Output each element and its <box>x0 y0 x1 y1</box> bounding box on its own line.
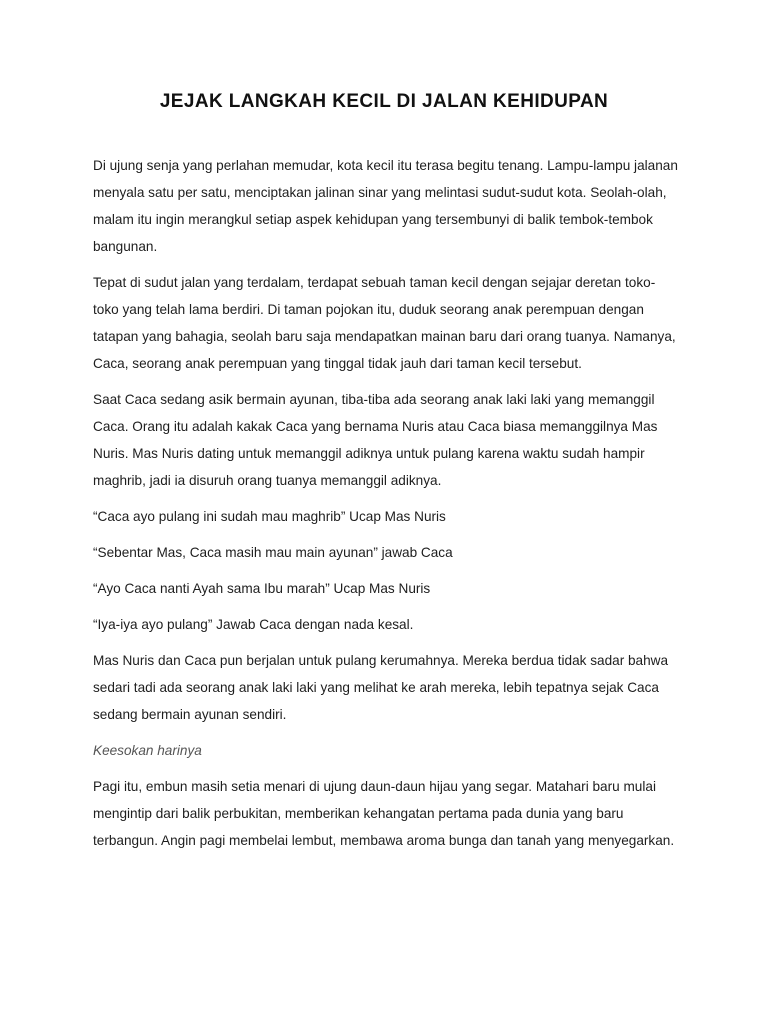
paragraph-park: Tepat di sudut jalan yang terdalam, terdapat sebuah taman kecil dengan sejajar deretan toko-toko yang telah lama berdiri. Di taman pojokan itu, duduk seorang anak perempuan dengan tatapan yang bahagia, seolah baru saja mendapatkan mainan baru dari orang tuanya. Namanya, Caca, seorang anak perempuan yang tinggal tidak jauh dari taman kecil tersebut. <box>93 275 676 371</box>
paragraph-walk-home: Mas Nuris dan Caca pun berjalan untuk pulang kerumahnya. Mereka berdua tidak sadar bahwa sedari tadi ada seorang anak laki laki yang melihat ke arah mereka, lebih tepatnya sejak Caca sedang bermain ayunan sendiri. <box>93 653 669 722</box>
dialogue-line: “Sebentar Mas, Caca masih mau main ayunan” jawab Caca <box>93 545 453 560</box>
document-title: JEJAK LANGKAH KECIL DI JALAN KEHIDUPAN <box>159 91 609 112</box>
scene-break-label: Keesokan harinya <box>93 743 202 758</box>
paragraph-swing: Saat Caca sedang asik bermain ayunan, tiba-tiba ada seorang anak laki laki yang memanggil Caca. Orang itu adalah kakak Caca yang bernama Nuris atau Caca biasa memanggilnya Mas Nuris. Mas Nuris dating untuk memanggil adiknya untuk pulang karena waktu sudah hampir maghrib, jadi ia disuruh orang tuanya memanggil adiknya. <box>93 392 658 488</box>
paragraph-opening: Di ujung senja yang perlahan memudar, kota kecil itu terasa begitu tenang. Lampu-lampu jalanan menyala satu per satu, menciptakan jalinan sinar yang melintasi sudut-sudut kota. Seolah-olah, malam itu ingin merangkul setiap aspek kehidupan yang tersembunyi di balik tembok-tembok bangunan. <box>93 158 678 254</box>
document-body <box>93 152 678 863</box>
dialogue-line: “Caca ayo pulang ini sudah mau maghrib” Ucap Mas Nuris <box>93 509 446 524</box>
dialogue-line: “Iya-iya ayo pulang” Jawab Caca dengan nada kesal. <box>93 617 414 632</box>
paragraph-morning: Pagi itu, embun masih setia menari di ujung daun-daun hijau yang segar. Matahari baru mulai mengintip dari balik perbukitan, memberikan kehangatan pertama pada dunia yang baru terbangun. Angin pagi membelai lembut, membawa aroma bunga dan tanah yang menyegarkan. <box>93 779 675 848</box>
dialogue-line: “Ayo Caca nanti Ayah sama Ibu marah” Ucap Mas Nuris <box>93 581 431 596</box>
